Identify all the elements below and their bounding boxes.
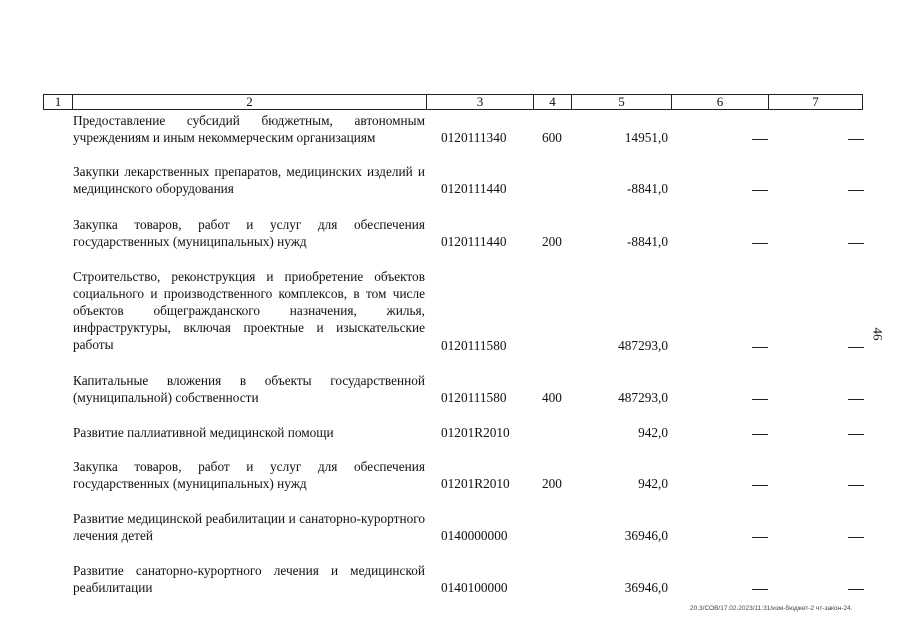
row-description: Закупка товаров, работ и услуг для обеспечения государственных (муниципальных) нужд [73,459,425,491]
header-col-4: 4 [534,95,572,109]
table-header [43,94,863,110]
row-dash-col7 [848,434,864,435]
row-dash-col6 [752,485,768,486]
row-code: 0120111440 [441,234,507,249]
row-code: 0120111440 [441,181,507,196]
row-amount: 14951,0 [624,130,668,145]
row-amount: 487293,0 [618,390,668,405]
header-col-2: 2 [73,95,427,109]
row-amount: 942,0 [638,476,668,491]
row-description: Развитие санаторно-курортного лечения и медицинской реабилитации [73,563,425,595]
header-col-3: 3 [427,95,534,109]
row-description: Развитие медицинской реабилитации и санаторно-курортного лечения детей [73,511,425,543]
row-amount: 36946,0 [624,528,668,543]
row-dash-col6 [752,190,768,191]
row-amount: -8841,0 [627,181,668,196]
row-amount: 942,0 [638,425,668,440]
row-dash-col6 [752,243,768,244]
row-dash-col7 [848,399,864,400]
row-dash-col7 [848,485,864,486]
header-col-6: 6 [672,95,769,109]
row-description: Предоставление субсидий бюджетным, автономным учреждениям и иным некоммерческим организациям [73,113,425,145]
row-code: 0120111340 [441,130,507,145]
header-col-7: 7 [812,94,819,109]
row-amount: -8841,0 [627,234,668,249]
row-dash-col6 [752,347,768,348]
row-description: Строительство, реконструкция и приобретение объектов социального и производственного комплексов, в том числе объектов общегражданского назначения, жилья, инфраструктуры, включая проектные и изыскательские работы [73,269,425,352]
row-dash-col6 [752,589,768,590]
row-dash-col7 [848,589,864,590]
row-code: 01201R2010 [441,425,510,440]
row-dash-col7 [848,347,864,348]
row-vr: 400 [542,390,562,405]
row-description: Развитие паллиативной медицинской помощи [73,425,334,440]
row-code: 0140100000 [441,580,508,595]
row-amount: 36946,0 [624,580,668,595]
row-description: Закупки лекарственных препаратов, медицинских изделий и медицинского оборудования [73,164,425,196]
row-code: 0120111580 [441,338,507,353]
row-code: 0120111580 [441,390,507,405]
row-amount: 487293,0 [618,338,668,353]
row-description: Капитальные вложения в объекты государственной (муниципальной) собственности [73,373,425,405]
row-dash-col6 [752,537,768,538]
header-col-1: 1 [44,95,73,109]
row-description: Закупка товаров, работ и услуг для обеспечения государственных (муниципальных) нужд [73,217,425,249]
row-vr: 200 [542,234,562,249]
row-code: 0140000000 [441,528,508,543]
row-dash-col7 [848,190,864,191]
row-dash-col7 [848,139,864,140]
row-dash-col7 [848,537,864,538]
row-dash-col6 [752,434,768,435]
row-vr: 600 [542,130,562,145]
row-dash-col7 [848,243,864,244]
row-dash-col6 [752,399,768,400]
row-dash-col6 [752,139,768,140]
header-col-5: 5 [572,95,672,109]
row-code: 01201R2010 [441,476,510,491]
page-number: 46 [870,327,886,341]
footer-stamp: 20.3/СОВ/17.02.2023/11:31/изм-бюджет-2 чт-закон-24. [690,605,853,612]
row-vr: 200 [542,476,562,491]
